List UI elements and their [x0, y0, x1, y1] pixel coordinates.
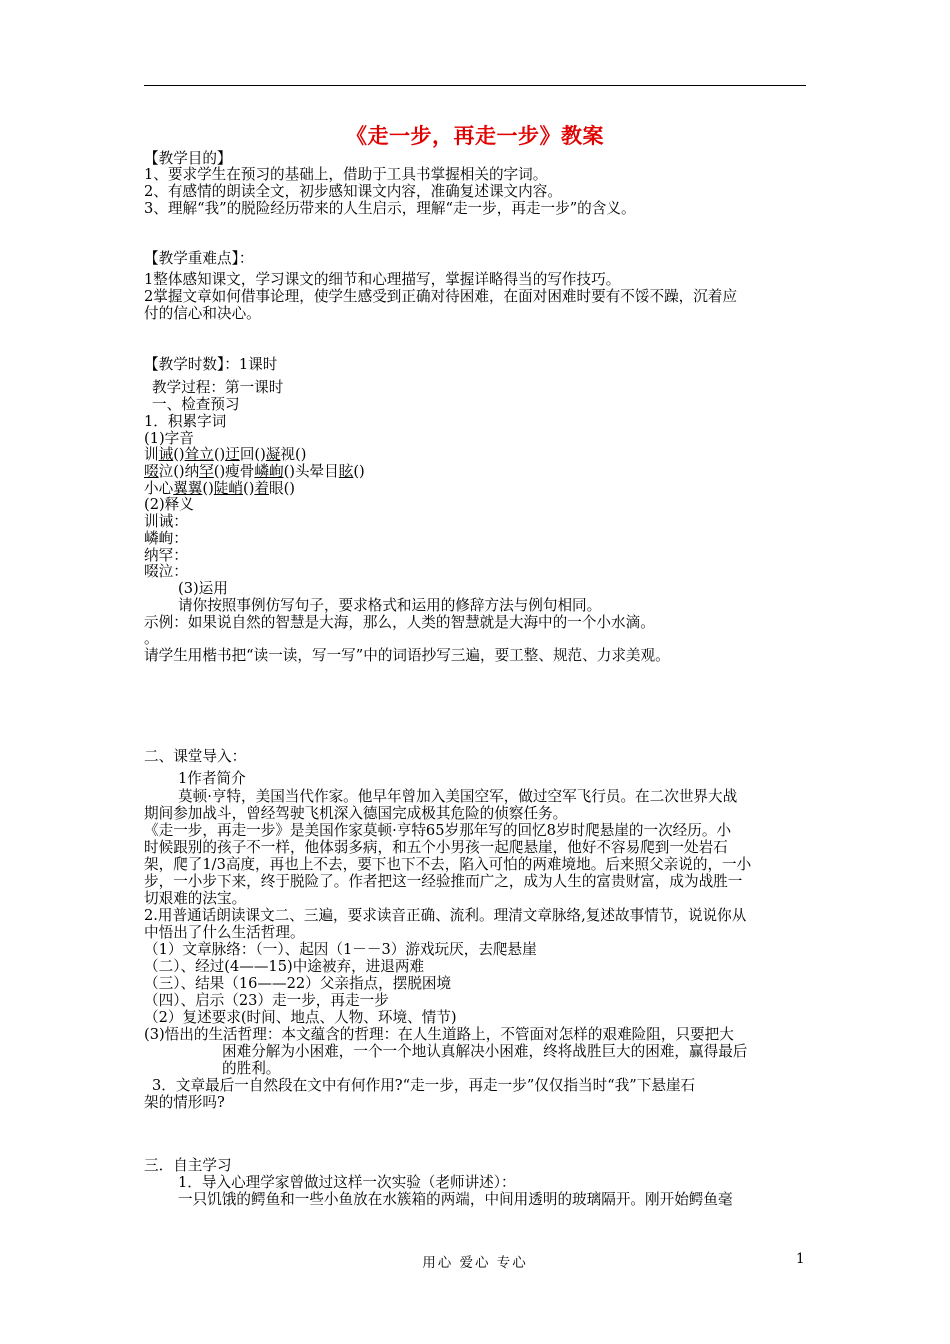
document-title: 《走一步，再走一步》教案	[346, 123, 604, 148]
section-heading-key-points: 【教学重难点】：	[144, 250, 254, 267]
author-label: 1作者简介	[178, 770, 246, 787]
copy-instruction: 请学生用楷书把“读一读，写一写”中的词语抄写三遍，要工整、规范、力求美观。	[144, 647, 670, 664]
goal-item: 3、理解“我”的脱险经历带来的人生启示，理解“走一步，再走一步”的含义。	[144, 200, 636, 217]
intro-line: （二）、经过(4——15)中途被弃，进退两难	[144, 958, 425, 975]
part-one-heading: 一、检查预习	[152, 396, 240, 413]
intro-line: 《走一步，再走一步》是美国作家莫顿·亨特65岁那年写的回忆8岁时爬悬崖的一次经历。小	[144, 822, 732, 839]
intro-line: 2.用普通话朗读课文二、三遍，要求读音正确、流利。理清文章脉络,复述故事情节，说说你从	[144, 907, 747, 924]
intro-line: 困难分解为小困难，一个一个地认真解决小困难，终将战胜巨大的困难，赢得最后	[222, 1043, 748, 1060]
usage-label: (3)运用	[178, 580, 228, 597]
intro-line: 时候跟别的孩子不一样，他体弱多病，和五个小男孩一起爬悬崖，他好不容易爬到一处岩石	[144, 839, 728, 856]
intro-line: 步，一小步下来，终于脱险了。作者把这一经验推而广之，成为人生的富贵财富，成为战胜一	[144, 873, 743, 890]
goal-item: 2、有感情的朗读全文，初步感知课文内容，准确复述课文内容。	[144, 183, 562, 200]
key-point-line: 付的信心和决心。	[144, 305, 261, 322]
page-number: 1	[796, 1251, 805, 1267]
intro-line: 期间参加战斗，曾经驾驶飞机深入德国完成极其危险的侦察任务。	[144, 805, 568, 822]
pronunciation-row: 小心翼翼()陡峭()着眼()	[144, 480, 295, 497]
explain-item: 纳罕：	[144, 547, 188, 564]
intro-line: 莫顿·亨特，美国当代作家。他早年曾加入美国空军，做过空军飞行员。在二次世界大战	[178, 788, 738, 805]
pronunciation-row: 啜泣()纳罕()瘦骨嶙峋()头晕目眩()	[144, 463, 365, 480]
process-label: 教学过程：第一课时	[152, 379, 284, 396]
header-rule	[144, 85, 806, 86]
accumulate-words: 1．积累字词	[144, 413, 227, 430]
intro-line: （三）、结果（16——22）父亲指点，摆脱困境	[144, 975, 452, 992]
intro-line: （2）复述要求(时间、地点、人物、环境、情节)	[144, 1009, 457, 1026]
key-point-line: 1整体感知课文，学习课文的细节和心理描写，掌握详略得当的写作技巧。	[144, 271, 621, 288]
intro-line: （四）、启示（23）走一步，再走一步	[144, 992, 389, 1009]
explain-label: (2)释义	[144, 496, 194, 513]
section-heading-self-study: 三．自主学习	[144, 1157, 232, 1174]
intro-line: 架，爬了1/3高度，再也上不去，要下也下不去，陷入可怕的两难境地。后来照父亲说的，一小	[144, 856, 752, 873]
intro-line: 中悟出了什么生活哲理。	[144, 924, 305, 941]
explain-item: 嶙峋：	[144, 530, 188, 547]
key-point-line: 2掌握文章如何借事论理，使学生感受到正确对待困难，在面对困难时要有不馁不躁，沉着应	[144, 288, 738, 305]
explain-item: 训诫：	[144, 513, 188, 530]
stray-period: 。	[144, 630, 159, 647]
intro-line: 3．文章最后一自然段在文中有何作用?“走一步，再走一步”仅仅指当时“我”下悬崖石	[152, 1077, 696, 1094]
page-footer: 用心 爱心 专心	[422, 1255, 528, 1271]
intro-line: 的胜利。	[222, 1060, 281, 1077]
explain-item: 啜泣：	[144, 563, 188, 580]
pronunciation-label: (1)字音	[144, 430, 194, 447]
goal-item: 1、要求学生在预习的基础上，借助于工具书掌握相关的字词。	[144, 166, 548, 183]
section-heading-intro: 二、课堂导入：	[144, 748, 247, 765]
pronunciation-row: 训诫()耸立()迂回()凝视()	[144, 446, 307, 463]
intro-line: 切艰难的法宝。	[144, 890, 247, 907]
intro-line: 架的情形吗?	[144, 1094, 225, 1111]
intro-line: （1）文章脉络：（一）、起因（1－－3）游戏玩厌，去爬悬崖	[144, 941, 537, 958]
usage-instruction: 请你按照事例仿写句子，要求格式和运用的修辞方法与例句相同。	[178, 597, 602, 614]
self-study-line: 一只饥饿的鳄鱼和一些小鱼放在水簇箱的两端，中间用透明的玻璃隔开。刚开始鳄鱼毫	[178, 1191, 733, 1208]
section-heading-hours: 【教学时数】：1课时	[144, 356, 278, 373]
self-study-line: 1．导入心理学家曾做过这样一次实验（老师讲述）：	[178, 1174, 516, 1191]
example-sentence: 示例：如果说自然的智慧是大海，那么，人类的智慧就是大海中的一个小水滴。	[144, 614, 655, 631]
section-heading-goals: 【教学目的】	[144, 150, 232, 167]
intro-line: (3)悟出的生活哲理：本文蕴含的哲理：在人生道路上，不管面对怎样的艰难险阻，只要把大	[144, 1026, 734, 1043]
